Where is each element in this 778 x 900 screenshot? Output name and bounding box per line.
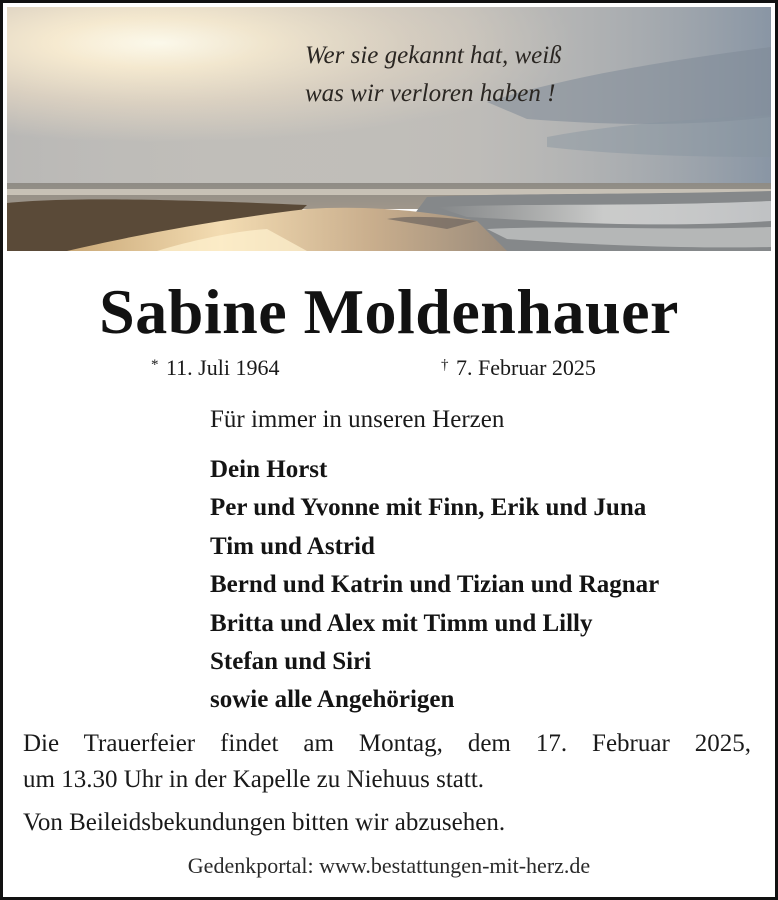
mourner-item: Bernd und Katrin und Tizian und Ragnar: [210, 571, 660, 599]
mourner-item: Per und Yvonne mit Finn, Erik und Juna: [210, 494, 647, 522]
memorial-portal-link: Gedenkportal: www.bestattungen-mit-herz.de: [187, 853, 591, 878]
mourner-item: Dein Horst: [210, 456, 328, 483]
mourners-list: [210, 451, 659, 720]
deceased-name: Sabine Moldenhauer: [99, 276, 679, 347]
beach-sunset-photo: [7, 7, 771, 251]
service-info-line: Die Trauerfeier findet am Montag, dem 17. Februar 2025,: [23, 730, 751, 757]
death-date: [441, 355, 596, 381]
death-date-text: 7. Februar 2025: [456, 355, 596, 380]
mourner-item: Britta und Alex mit Timm und Lilly: [210, 609, 593, 637]
memorial-quote: [305, 37, 562, 113]
mourner-item: sowie alle Angehörigen: [210, 686, 455, 714]
birth-date: [151, 355, 279, 381]
tagline: Für immer in unseren Herzen: [210, 406, 505, 433]
birth-symbol: *: [151, 357, 159, 373]
service-info-line: um 13.30 Uhr in der Kapelle zu Niehuus statt.: [23, 766, 485, 793]
condolence-note: Von Beileidsbekundungen bitten wir abzusehen.: [23, 809, 506, 836]
birth-date-text: 11. Juli 1964: [166, 355, 280, 380]
quote-line: was wir verloren haben !: [305, 80, 556, 107]
mourner-item: Stefan und Siri: [210, 648, 372, 676]
quote-line: Wer sie gekannt hat, weiß: [305, 42, 562, 69]
mourner-item: Tim und Astrid: [210, 532, 375, 560]
death-symbol: †: [441, 357, 449, 373]
